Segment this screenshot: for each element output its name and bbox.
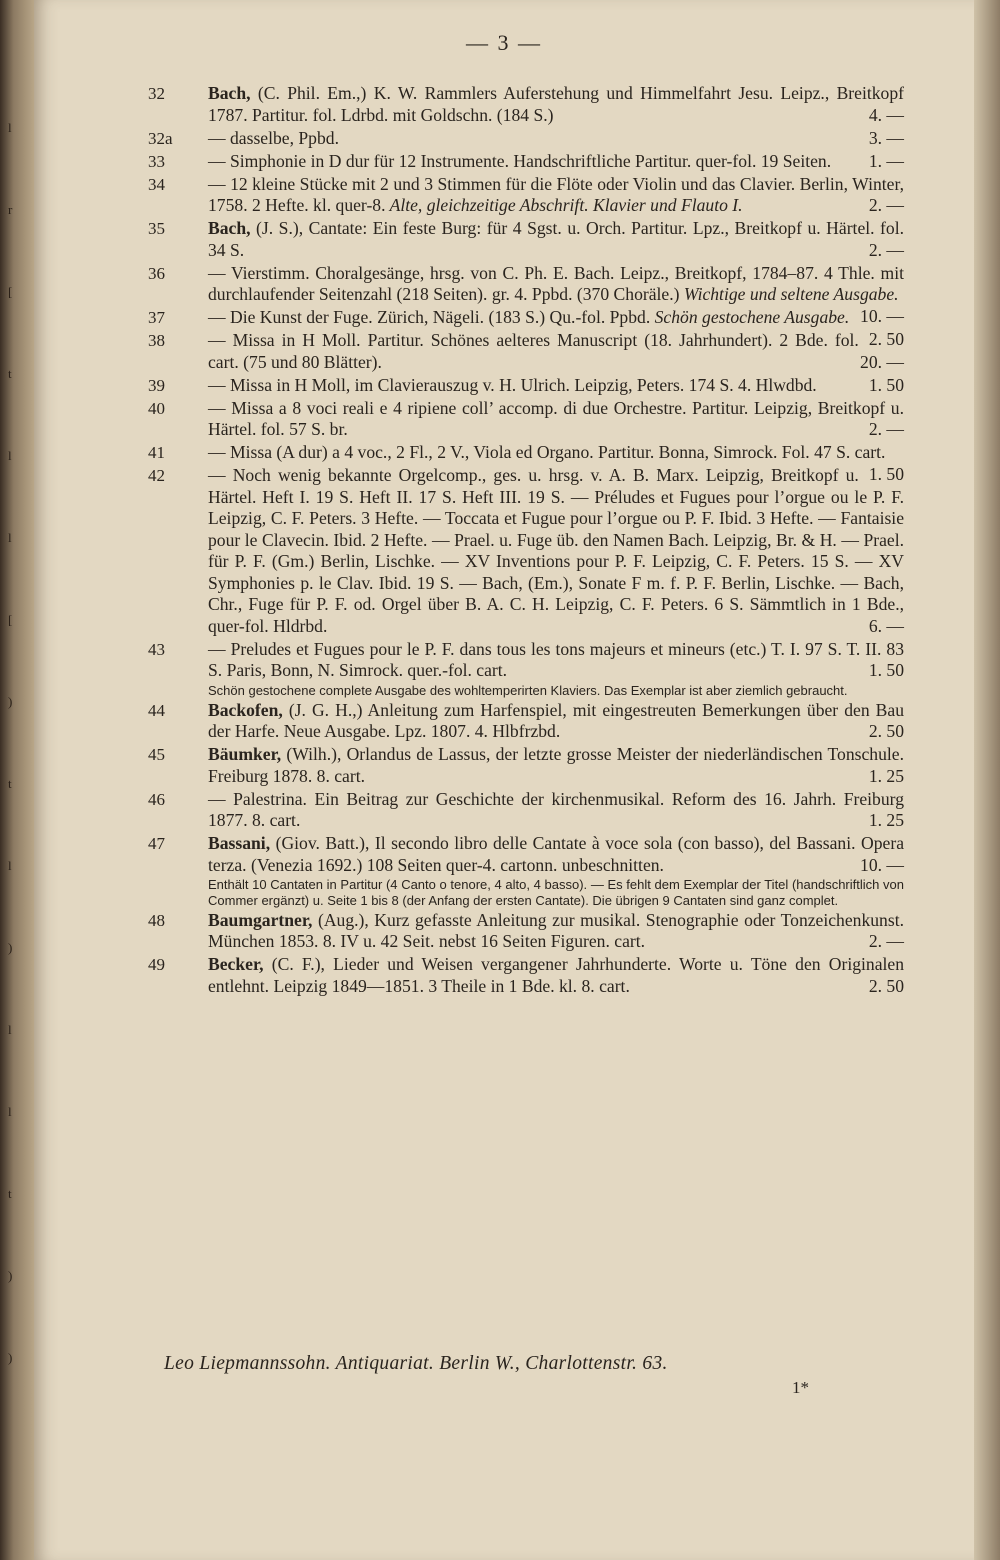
entry-text [208,174,904,217]
catalog-entry [104,330,904,373]
entry-price: 2. 50 [868,721,904,741]
catalog-entry [104,954,904,997]
catalog-entry [104,465,904,637]
strip-mark: ) [8,1350,13,1365]
entry-price: 3. — [868,127,904,148]
entry-price: 1. — [868,150,904,171]
entry-price: 1. 25 [868,765,904,786]
strip-mark: t [8,1186,12,1201]
entry-number: 43 [148,639,165,659]
entry-number: 40 [148,398,165,418]
catalog-entry [104,151,904,173]
entry-text [208,442,904,484]
entry-price: 20. — [860,351,904,372]
page-edge [974,0,1000,1560]
entry-price: 2. — [868,931,904,951]
catalog-entry [104,833,904,908]
strip-mark: ) [8,1268,13,1283]
entry-number: 45 [148,745,165,764]
adjacent-page-strip [0,0,34,1560]
entry-number: 33 [148,151,165,171]
strip-mark: t [8,776,12,791]
entry-number: 38 [148,331,165,350]
entry-price: 2. 50 [868,975,904,996]
strip-mark: ) [8,694,13,709]
entry-description: — Palestrina. Ein Beitrag zur Geschichte der kirchenmusikal. Reform des 16. Jahrh. Freiburg 1877. 8. cart. [208,788,904,830]
strip-mark: l [8,1104,12,1119]
entry-text [208,151,904,173]
entry-price: 2. — [868,195,904,215]
entry-text [208,954,904,997]
entry-author: Bach, [208,218,251,238]
entry-number: 32a [148,128,173,148]
entry-description: — Missa a 8 voci reali e 4 ripiene coll’ accomp. di due Orchestre. Partitur. Leipzig, Breitkopf u. Härtel. fol. 57 S. br. [208,397,904,439]
page-number: — 3 — [466,30,542,55]
strip-mark: l [8,858,12,873]
entry-number: 37 [148,308,165,327]
entry-price: 2. — [868,419,904,439]
entry-price: 6. — [868,615,904,636]
entry-text [208,218,904,261]
entry-text [208,700,904,743]
entry-description: — Preludes et Fugues pour le P. F. dans tous les tons majeurs et mineurs (etc.) T. I. 97 S. T. II. 83 S. Paris, Bonn, N. Simrock. quer.-fol. cart. [208,638,904,680]
entry-description: — 12 kleine Stücke mit 2 und 3 Stimmen für die Flöte oder Violin und das Clavier. Berlin, Winter, 1758. 2 Hefte. kl. quer-8. [208,173,904,215]
entry-author: Bach, [208,83,251,103]
entry-text [208,375,904,397]
entry-text [208,789,904,832]
catalog-page [34,0,974,1560]
entry-number: 36 [148,263,165,283]
entry-text [208,910,904,953]
entry-price: 1. 50 [868,374,904,395]
entry-author: Bassani, [208,833,271,853]
entry-remark: Wichtige und seltene Ausgabe. [679,284,899,304]
entry-remark: Alte, gleichzeitige Abschrift. Klavier und Flauto I. [385,195,743,215]
entry-author: Backofen, [208,699,283,720]
strip-mark: l [8,120,12,135]
entry-price: 10. — [860,854,904,875]
entry-description: (J. G. H.,) Anleitung zum Harfenspiel, mit eingestreuten Bemerkungen über den Bau der Harfe. Neue Ausgabe. Lpz. 1807. 4. Hlbfrzbd. [208,699,904,741]
entry-text [208,639,904,682]
strip-mark: l [8,448,12,463]
catalog-entry [104,83,904,126]
catalog-entry [104,174,904,217]
entry-author: Bäumker, [208,744,282,764]
entry-description: — Vierstimm. Choralgesänge, hrsg. von C. Ph. E. Bach. Leipz., Breitkopf, 1784–87. 4 Thle. mit durchlaufender Seitenzahl (218 Seiten). gr. 4. Ppbd. (370 Choräle.) [208,262,904,304]
entry-price: 4. — [868,104,904,125]
entry-number: 44 [148,700,165,720]
entry-description: — Simphonie in D dur für 12 Instrumente. Handschriftliche Partitur. quer-fol. 19 Seiten. [208,150,832,171]
entry-number: 32 [148,84,165,103]
strip-mark: t [8,366,12,381]
entry-description: — Missa in H Moll. Partitur. Schönes aelteres Manuscript (18. Jahrhundert). 2 Bde. fol. cart. (75 und 80 Blätter). [208,330,859,372]
catalog-entry [104,398,904,441]
catalog-entry [104,218,904,261]
entry-price: 1. 50 [868,660,904,680]
catalog-entry [104,700,904,743]
entry-note: Schön gestochene complete Ausgabe des wohltemperirten Klaviers. Das Exemplar ist aber ziemlich gebraucht. [208,682,848,698]
entry-description: — Die Kunst der Fuge. Zürich, Nägeli. (183 S.) Qu.-fol. Ppbd. [208,307,651,327]
entry-number: 34 [148,174,165,194]
entry-price: 2. — [868,239,904,260]
entry-text [208,307,904,349]
signature-mark: 1* [792,1378,809,1397]
catalog-entry [104,128,904,150]
catalog-entry [104,639,904,699]
strip-mark: r [8,202,13,217]
catalog-entry [104,910,904,953]
catalog-entry [104,375,904,397]
entry-description: (Giov. Batt.), Il secondo libro delle Cantate à voce sola (con basso), del Bassani. Opera terza. (Venezia 1692.) 108 Seiten quer-4. cartonn. unbeschnitten. [208,833,904,875]
entry-price: 10. — [860,305,904,326]
catalog-entry [104,789,904,832]
entry-description: (J. S.), Cantate: Ein feste Burg: für 4 Sgst. u. Orch. Partitur. Lpz., Breitkopf u. Härtel. fol. 34 S. [208,218,904,260]
entry-description: (C. Phil. Em.,) K. W. Rammlers Auferstehung und Himmelfahrt Jesu. Leipz., Breitkopf 1787. Partitur. fol. Ldrbd. mit Goldschn. (184 S.) [208,83,904,125]
strip-mark: [ [8,612,13,627]
strip-mark: l [8,1022,12,1037]
strip-mark: [ [8,284,13,299]
entry-description: (Aug.), Kurz gefasste Anleitung zur musikal. Stenographie oder Tonzeichenkunst. München 1853. 8. IV u. 42 Seit. nebst 16 Seiten Figuren. cart. [208,909,904,951]
entry-price: 1. 50 [868,463,904,484]
entry-text [208,744,904,787]
strip-mark: l [8,530,12,545]
publisher-footer: Leo Liepmannssohn. Antiquariat. Berlin W., Charlottenstr. 63. [164,1353,668,1374]
entry-description: — Missa (A dur) a 4 voc., 2 Fl., 2 V., Viola ed Organo. Partitur. Bonna, Simrock. Fol. 47 S. cart. [208,442,886,462]
entry-text [208,330,904,373]
entry-text [208,833,904,876]
entry-number: 35 [148,219,165,238]
entry-number: 48 [148,910,165,930]
entry-description: (C. F.), Lieder und Weisen vergangener Jahrhunderte. Worte u. Töne den Originalen entlehnt. Leipzig 1849—1851. 3 Theile in 1 Bde. kl. 8. cart. [208,954,904,996]
entry-price: 2. 50 [868,328,904,349]
catalog-entry [104,744,904,787]
entry-number: 47 [148,834,165,853]
strip-mark: ) [8,940,13,955]
entry-number: 49 [148,955,165,974]
entry-number: 46 [148,789,165,809]
entry-description: (Wilh.), Orlandus de Lassus, der letzte grosse Meister der niederländischen Tonschule. Freiburg 1878. 8. cart. [208,744,904,786]
entry-author: Baumgartner, [208,909,313,930]
entry-text [208,398,904,441]
entry-text [208,128,904,150]
entry-description: — Missa in H Moll, im Clavierauszug v. H. Ulrich. Leipzig, Peters. 174 S. 4. Hlwdbd. [208,374,817,395]
entry-price: 1. 25 [868,810,904,830]
entry-number: 42 [148,466,165,485]
entry-text [208,83,904,126]
entry-number: 41 [148,443,165,462]
entry-text [208,465,904,637]
entry-number: 39 [148,375,165,395]
entry-description: — Noch wenig bekannte Orgelcomp., ges. u. hrsg. v. A. B. Marx. Leipzig, Breitkopf u. Härtel. Heft I. 19 S. Heft II. 17 S. Heft III. 19 S. — Préludes et Fugues pour l’orgue ou le P. F. Leipzig, C. F. Peters. 3 Hefte. — Toccata et Fugue pour l’orgue ou P. F. Ibid. 3 Hefte. — Fantaisie pour le Clavecin. Ibid. 2 Hefte. — Prael. u. Fuge üb. den Namen Bach. Leipzig, Br. & H. — Prael. für P. F. (Gm.) Berlin, Lischke. — XV Inventions pour P. F. Leipzig, C. F. Peters. 15 S. — XV Symphonies p. le Clav. Ibid. 19 S. — Bach, (Em.), Sonate F m. f. P. F. Berlin, Lischke. — Bach, Chr., Fuge für P. F. od. Orgel über B. A. C. H. Leipzig, C. F. Peters. 6 S. Sämmtlich in 1 Bde., quer-fol. Hldrbd. [208,465,904,636]
entry-note: Enthält 10 Cantaten in Partitur (4 Canto o tenore, 4 alto, 4 basso). — Es fehlt dem Exemplar der Titel (handschriftlich von Commer ergänzt) u. Seite 1 bis 8 (der Anfang der ersten Cantate). Die übrigen 9 Cantaten sind ganz complet. [208,877,904,908]
entry-author: Becker, [208,954,264,974]
entry-list [104,83,904,999]
entry-description: — dasselbe, Ppbd. [208,127,339,148]
entry-remark: Schön gestochene Ausgabe. [650,307,850,327]
